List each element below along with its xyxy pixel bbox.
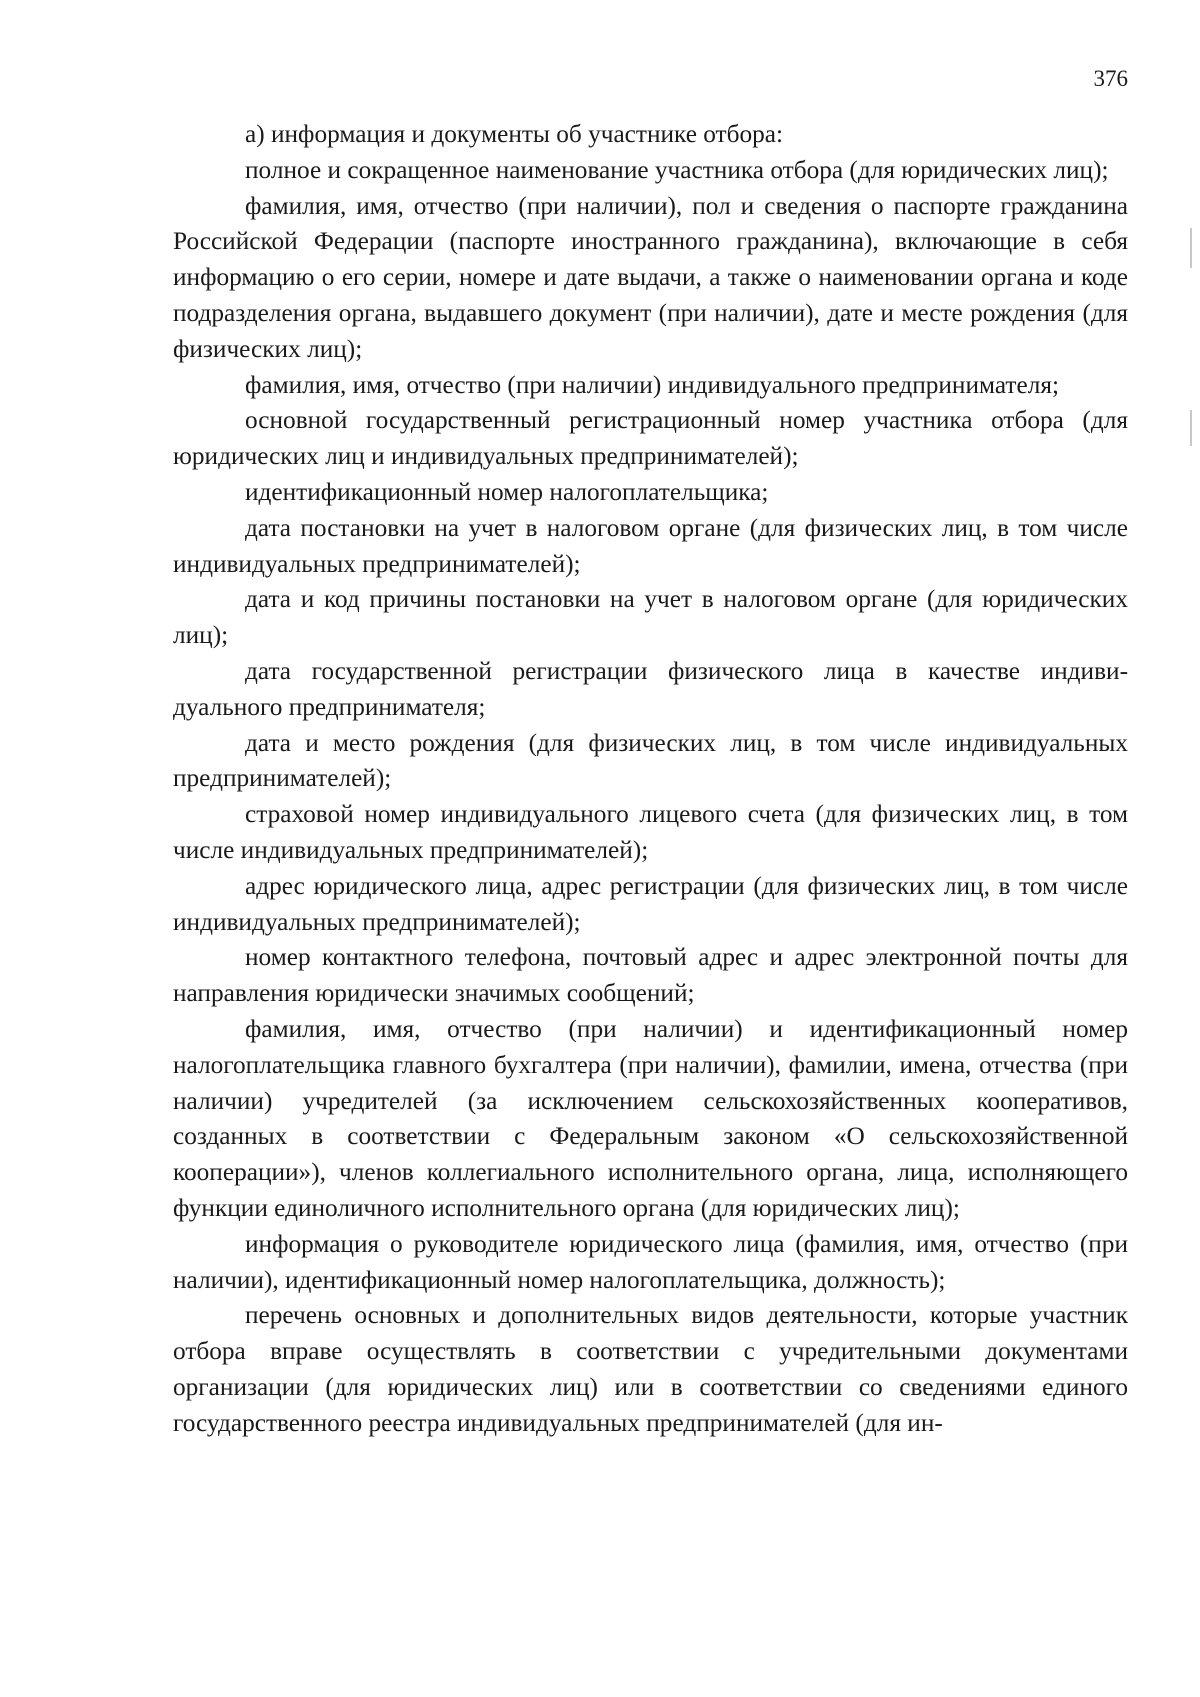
paragraph: фамилия, имя, отчество (при наличии) индивидуального предпринимателя;	[245, 370, 1059, 399]
paragraph: перечень основных и дополнительных видов деятельности, которые участник отбора вправе осуществлять в соответствии с учредительными документами организации (для юридических лиц) или в соответствии со сведениями единого государственного реестра индивидуальных предпринимателей (для ин-	[173, 1301, 1128, 1437]
scan-artifact	[1190, 228, 1192, 268]
paragraph: фамилия, имя, отчество (при наличии) и идентификационный номер налогоплательщика главного бухгалтера (при наличии), фамилии, имена, отчества (при наличии) учредителей (за исключением сельскохозяйственных кооперативов, созданных в соответствии с Федеральным законом «О сельскохозяйственной кооперации»), членов коллегиального исполнительного органа, лица, исполняющего функции единоличного исполнительного органа (для юридических лиц);	[173, 1014, 1128, 1222]
paragraph: дата и код причины постановки на учет в налоговом органе (для юридических лиц);	[173, 585, 1128, 650]
paragraph: полное и сокращенное наименование участника отбора (для юридических лиц);	[245, 155, 1109, 184]
paragraph: дата государственной регистрации физического лица в качестве индивидуального предпринимателя;	[173, 656, 1128, 721]
paragraph: идентификационный номер налогоплательщика;	[245, 477, 769, 506]
document-body	[173, 117, 1128, 1441]
paragraph: фамилия, имя, отчество (при наличии), пол и сведения о паспорте гражданина Российской Федерации (паспорте иностранного гражданина), включающие в себя информацию о его серии, номере и дате выдачи, а также о наименовании органа и коде подразделения органа, выдавшего документ (при наличии), дате и месте рождения (для физических лиц);	[173, 191, 1128, 363]
paragraph: адрес юридического лица, адрес регистрации (для физических лиц, в том числе индивидуальных предпринимателей);	[173, 871, 1128, 936]
paragraph-intro: а) информация и документы об участнике отбора:	[245, 120, 784, 148]
paragraph: страховой номер индивидуального лицевого счета (для физических лиц, в том числе индивидуальных предпринимателей);	[173, 800, 1128, 864]
page-number: 376	[1093, 66, 1128, 91]
paragraph: основной государственный регистрационный номер участника отбора (для юридических лиц и индивидуальных предпринимателей);	[173, 406, 1128, 471]
paragraph: дата и место рождения (для физических лиц, в том числе индивидуальных предпринимателей);	[173, 728, 1128, 793]
scan-artifact	[1190, 410, 1192, 446]
paragraph: номер контактного телефона, почтовый адрес и адрес электронной почты для направления юридически значимых сообщений;	[173, 943, 1128, 1008]
paragraph: дата постановки на учет в налоговом органе (для физических лиц, в том числе индивидуальных предпринимателей);	[173, 513, 1128, 578]
paragraph: информация о руководителе юридического лица (фамилия, имя, отчество (при наличии), идентификационный номер налогоплательщика, должность);	[173, 1229, 1128, 1294]
